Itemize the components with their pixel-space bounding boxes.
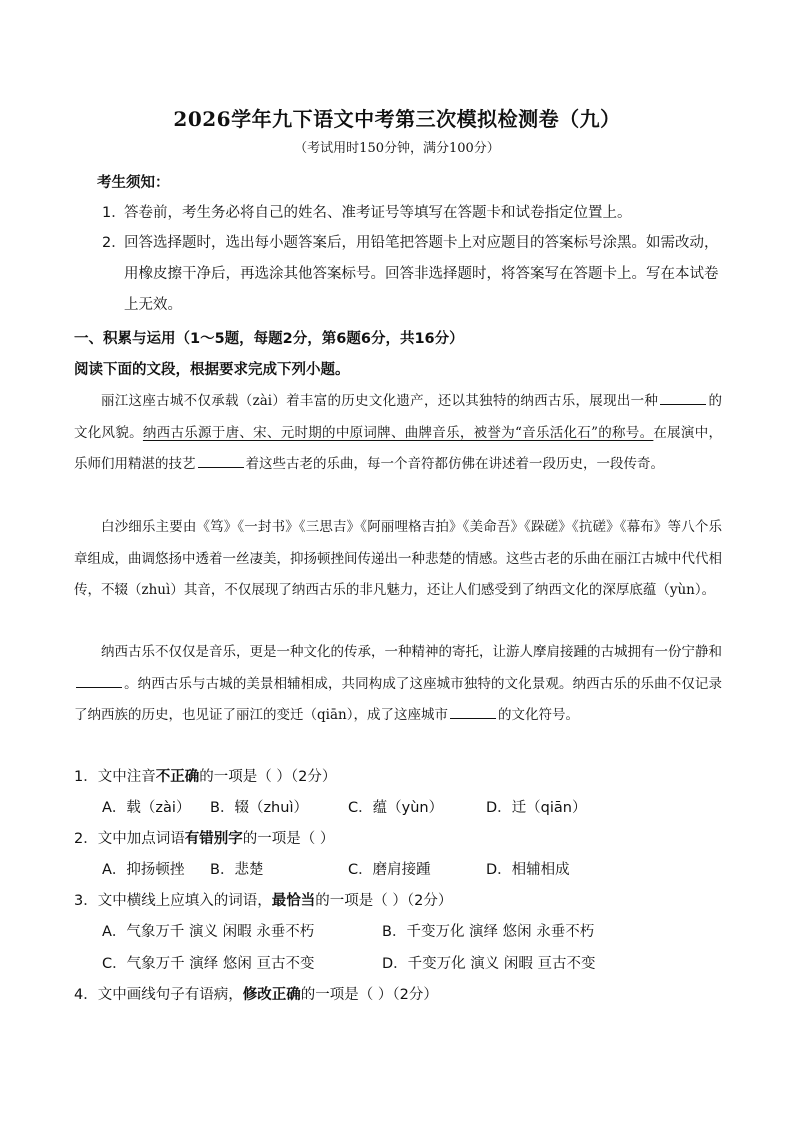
- notice-heading: 考生须知：: [97, 175, 170, 191]
- question-2: [74, 829, 334, 849]
- option-a[interactable]: A．气象万千 演义 闲暇 永垂不朽: [102, 924, 315, 940]
- reading-instruction: 阅读下面的文段，根据要求完成下列小题。: [74, 362, 350, 378]
- passage-paragraph-3: [74, 637, 722, 732]
- notice-rule-2: [102, 228, 724, 321]
- question-3: [74, 891, 452, 911]
- rule-text: 答卷前，考生务必将自己的姓名、准考证号等填写在答题卡和试卷指定位置上。: [124, 205, 632, 221]
- option-d[interactable]: D．千变万化 演义 闲暇 亘古不变: [382, 956, 596, 972]
- option-b[interactable]: B．辍（zhuì）: [210, 800, 308, 816]
- option-c[interactable]: C．气象万千 演绎 悠闲 亘古不变: [102, 956, 315, 972]
- passage-text: 着这些古老的乐曲，每一个音符都仿佛在讲述着一段历史，一段传奇。: [245, 456, 664, 472]
- question-stem: 的一项是（ ）（2分）: [300, 987, 438, 1003]
- question-stem: 2．文中加点词语: [74, 831, 185, 847]
- rule-number: 1．: [102, 205, 126, 221]
- option-a[interactable]: A．抑扬顿挫: [102, 862, 185, 878]
- question-emphasis: 最恰当: [271, 893, 316, 909]
- notice-rule-1: [102, 198, 702, 229]
- question-stem: 3．文中横线上应填入的词语，: [74, 893, 272, 909]
- passage-text: 。纳西古乐与古城的美景相辅相成，共同构成了这座城市独特的文化景观。纳西古乐的乐曲不仅记录了纳西族的历史，也见证了丽江的变迁（qiān），成了这座城市: [74, 675, 722, 723]
- option-b[interactable]: B．千变万化 演绎 悠闲 永垂不朽: [382, 924, 595, 940]
- question-stem: 1．文中注音: [74, 769, 156, 785]
- underlined-sentence: 纳西古乐源于唐、宋、元时期的中原词牌、曲牌音乐，被誉为“音乐活化石”的称号。: [142, 424, 654, 441]
- option-c[interactable]: C．蕴（yùn）: [348, 800, 444, 816]
- passage-paragraph-1: [74, 386, 722, 481]
- page-title: 2026学年九下语文中考第三次模拟检测卷（九）: [173, 107, 621, 131]
- question-stem: 4．文中画线句子有语病，: [74, 987, 243, 1003]
- question-4: [74, 985, 438, 1005]
- question-emphasis: 有错别字: [184, 831, 243, 847]
- section-heading: 一、积累与运用（1～5题，每题2分，第6题6分，共16分）: [74, 331, 464, 347]
- fill-blank: [76, 675, 122, 688]
- question-emphasis: 修改正确: [242, 987, 301, 1003]
- rule-number: 2．: [102, 235, 126, 251]
- question-1: [74, 767, 336, 787]
- exam-duration-note: （考试用时150分钟，满分100分）: [294, 141, 500, 156]
- fill-blank: [198, 455, 244, 468]
- option-d[interactable]: D．相辅相成: [486, 862, 570, 878]
- question-stem: 的一项是（ ）（2分）: [315, 893, 453, 909]
- option-d[interactable]: D．迁（qiān）: [486, 800, 587, 816]
- rule-text: 回答选择题时，选出每小题答案后，用铅笔把答题卡上对应题目的答案标号涂黑。如需改动，用橡皮擦干净后，再选涂其他答案标号。回答非选择题时，将答案写在答题卡上。写在本试卷上无效。: [124, 235, 719, 313]
- question-emphasis: 不正确: [155, 769, 200, 785]
- option-a[interactable]: A．载（zài）: [102, 800, 191, 816]
- fill-blank: [450, 706, 496, 719]
- passage-text: 纳西古乐不仅仅是音乐，更是一种文化的传承，一种精神的寄托，让游人摩肩接踵的古城拥有一份宁静和: [101, 644, 722, 660]
- fill-blank: [660, 392, 706, 405]
- passage-text: 的文化符号。: [497, 707, 579, 723]
- question-stem: 的一项是（ ）（2分）: [199, 769, 337, 785]
- question-stem: 的一项是（ ）: [242, 831, 335, 847]
- passage-text: 在展演中，乐师们用精湛的技艺: [74, 424, 722, 472]
- passage-paragraph-2: 白沙细乐主要由《笃》《一封书》《三思吉》《阿丽哩格吉拍》《美命吾》《跺磋》《抗磋》《幕布》等八个乐章组成，曲调悠扬中透着一丝凄美，抑扬顿挫间传递出一种悲楚的情感。这些古老的乐曲在丽江古城中代代相传，不辍（zhuì）其音，不仅展现了纳西古乐的非凡魅力，还让人们感受到了纳西文化的深厚底蕴（yùn）。: [74, 519, 722, 598]
- option-c[interactable]: C．磨肩接踵: [348, 862, 431, 878]
- option-b[interactable]: B．悲楚: [210, 862, 264, 878]
- passage-text: 的文化风貌。: [74, 393, 722, 441]
- passage-text: 丽江这座古城不仅承载（zài）着丰富的历史文化遗产，还以其独特的纳西古乐，展现出一种: [101, 393, 659, 409]
